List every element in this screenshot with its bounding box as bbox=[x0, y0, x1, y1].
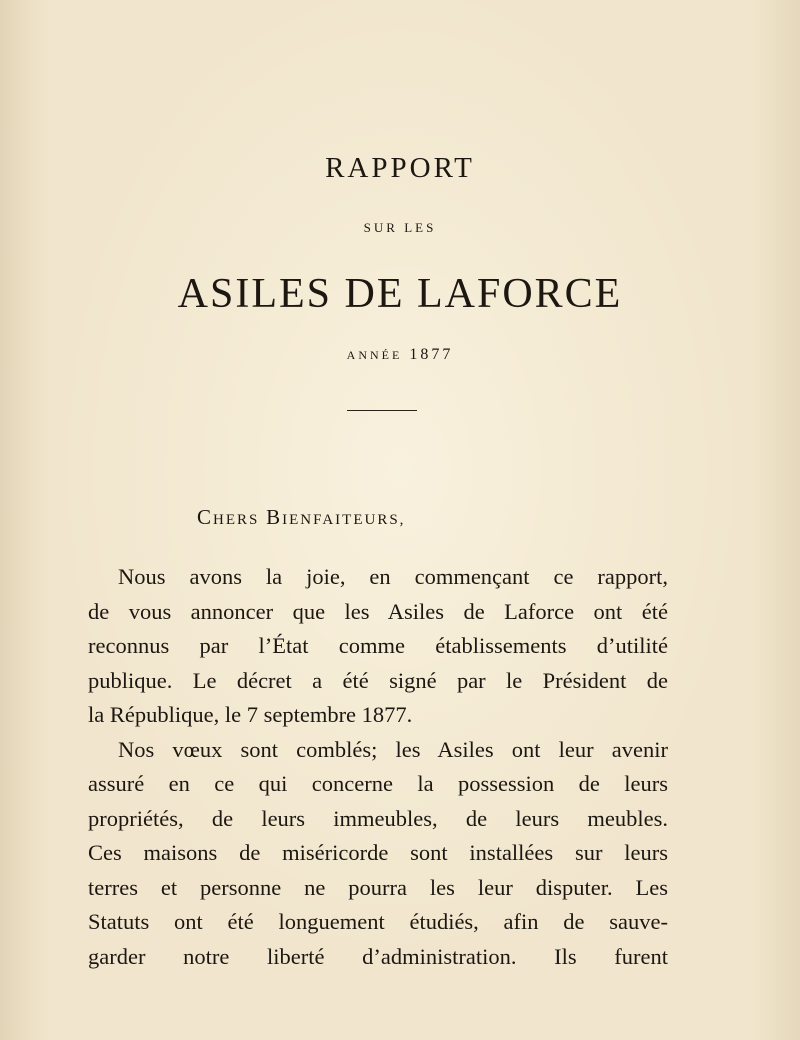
salutation-rest-1: HERS bbox=[213, 512, 260, 528]
annee-label: ANNÉE bbox=[346, 348, 403, 362]
text-line: Statuts ont été longuement étudiés, afin de sauve- bbox=[88, 909, 668, 934]
text-line: terres et personne ne pourra les leur disputer. Les bbox=[88, 874, 668, 900]
heading-asiles-de-laforce: ASILES DE LAFORCE bbox=[177, 271, 623, 317]
salutation bbox=[197, 505, 405, 530]
text-line: publique. Le décret a été signé par le Président de bbox=[88, 667, 668, 693]
text-line: la République, le 7 septembre 1877. bbox=[88, 702, 413, 727]
heading-sur-les: SUR LES bbox=[363, 220, 437, 235]
salutation-rest-2: IENFAITEURS, bbox=[282, 512, 406, 528]
salutation-cap-2: B bbox=[266, 505, 283, 529]
text-line: Nous avons la joie, en commençant ce rapport, bbox=[118, 564, 668, 589]
text-line: assuré en ce qui concerne la possession de leurs bbox=[88, 771, 668, 796]
annee-year: 1877 bbox=[409, 346, 454, 363]
heading-rapport: RAPPORT bbox=[325, 152, 475, 184]
text-line: Ces maisons de miséricorde sont installées sur leurs bbox=[88, 840, 668, 865]
heading-annee bbox=[0, 346, 800, 364]
text-line: garder notre liberté d’administration. Ils furent bbox=[88, 943, 668, 969]
text-line: de vous annoncer que les Asiles de Laforce ont été bbox=[88, 598, 668, 624]
text-line: reconnus par l’État comme établissements d’utilité bbox=[88, 633, 668, 658]
body-paragraphs bbox=[88, 560, 668, 974]
text-line: Nos vœux sont comblés; les Asiles ont leur avenir bbox=[118, 736, 668, 762]
divider-rule bbox=[347, 410, 417, 411]
text-line: propriétés, de leurs immeubles, de leurs meubles. bbox=[88, 805, 668, 831]
salutation-cap-1: C bbox=[197, 505, 214, 529]
